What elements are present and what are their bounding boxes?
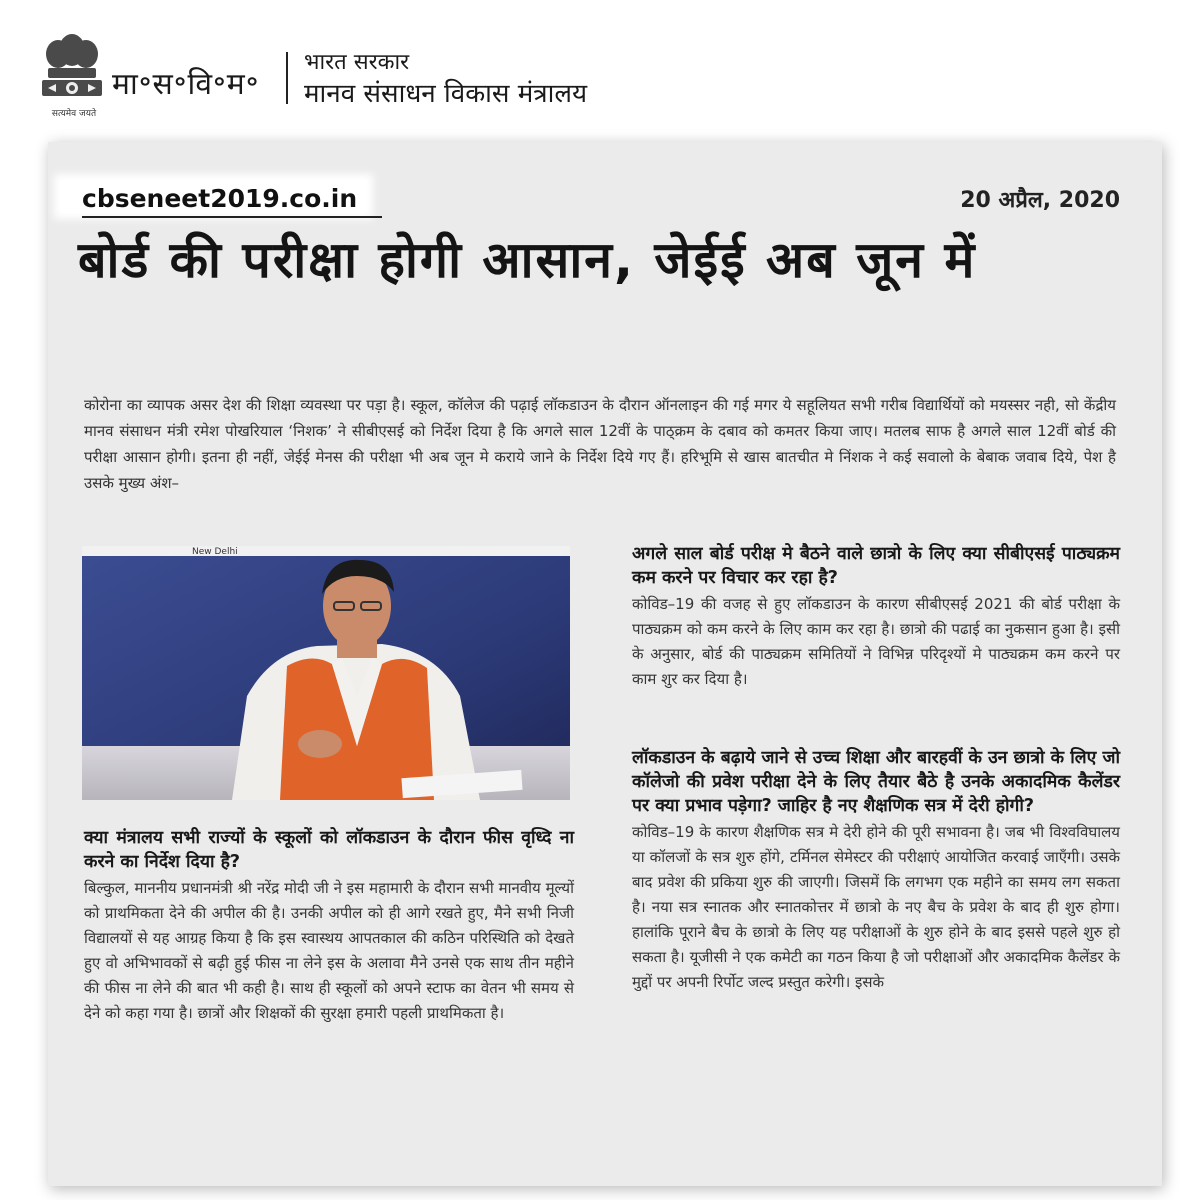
photo-banner-text: New Delhi [192, 547, 238, 557]
website-watermark: cbseneet2019.co.in [60, 180, 367, 213]
headline: बोर्ड की परीक्षा होगी आसान, जेईई अब जून में [78, 231, 977, 289]
header-divider [286, 52, 288, 104]
publish-date: 20 अप्रैल, 2020 [960, 188, 1120, 213]
question-fees: क्या मंत्रालय सभी राज्यों के स्कूलों को लॉकडाउन के दौरान फीस वृध्दि ना करने का निर्देश दिया है? [84, 828, 574, 872]
emblem-motto: सत्यमेव जयते [51, 109, 97, 119]
question-academic-calendar: लॉकडाउन के बढ़ाये जाने से उच्च शिक्षा और बारहवीं के उन छात्रो के लिए जो कॉलेजो की प्रवेश परीक्षा देने के लिए तैयार बैठे है उनके अकादमिक कैलेंडर पर क्या प्रभाव पड़ेगा? जाहिर है नए शैक्षणिक सत्र में देरी होगी? [632, 748, 1120, 816]
government-label: भारत सरकार [304, 50, 410, 75]
answer-academic-calendar: कोविड–19 के कारण शैक्षणिक सत्र मे देरी होने की पूरी सभावना है। जब भी विश्वविघालय या कॉलजों के सत्र शुरु होंगे, टर्मिनल सेमेस्टर की परीक्षाएं आयोजित करवाई जाएँगी। उसके बाद प्रवेश की प्रकिया शुरु की जाएगी। जिसमें कि लगभग एक महीने का समय लग सकता है। नया सत्र स्नातक और स्नातकोत्तर में छात्रो के नए बैच के प्रवेश के बाद ही शुरु होगा। हालांकि पूराने बैच के छात्रो के लिए यह परीक्षाओं के शुरु होने के बाद इससे पहले शुरु हो सकता है। यूजीसी ने एक कमेटी का गठन किया है जो परीक्षाओं और अकादमिक कैलेंडर के मुद्दों पर अपनी रिर्पोट जल्द प्रस्तुत करेगी। इसके [632, 823, 1120, 991]
minister-photo [82, 546, 570, 800]
intro-paragraph: कोरोना का व्यापक असर देश की शिक्षा व्यवस्था पर पड़ा है। स्कूल, कॉलेज की पढ़ाई लॉकडाउन के दौरान ऑनलाइन की गई मगर ये सहूलियत सभी गरीब विद्यार्थियों को मयस्सर नही, सो केंद्रीय मानव संसाधन मंत्री रमेश पोखरियाल ‘निशक’ ने सीबीएसई को निर्देश दिया है कि अगले साल 12वीं के पाठ्क्रम के दबाव को कमतर किया जाए। मतलब साफ है अगले साल 12वीं बोर्ड की परीक्षा आसान होगी। इतना ही नहीं, जेईई मेनस की परीक्षा भी अब जून मे कराये जाने के निर्देश दिये गए हैं। हरिभूमि से खास बातचीत मे निंशक ने कई सवालो के बेबाक जवाब दिये, पेश है उसके मुख्य अंश– [84, 396, 1116, 492]
watermark-underline [82, 216, 382, 218]
question-syllabus: अगले साल बोर्ड परीक्ष मे बैठने वाले छात्रो के लिए क्या सीबीएसई पाठ्यक्रम कम करने पर विचार कर रहा है? [632, 544, 1120, 588]
answer-fees: बिल्कुल, माननीय प्रधानमंत्री श्री नरेंद्र मोदी जी ने इस महामारी के दौरान सभी मानवीय मूल्यों को प्राथमिकता देने की अपील की है। उनकी अपील को ही आगे रखते हुए, मैने सभी निजी विद्यालयों से यह आग्रह किया है कि इस स्वास्थय आपतकाल की कठिन परिस्थिति को देखते हुए वो अभिभावकों से बढ़ी हुई फीस ना लेने इस के अलावा मैने उनसे एक साथ तीन महीने की फीस ना लेने की बात भी कही है। साथ ही स्कूलों को अपने स्टाफ का वेतन भी समय से देने को कहा गया है। छात्रों और शिक्षकों की सुरक्षा हमारी पहली प्राथमिकता है। [84, 879, 574, 1022]
answer-syllabus: कोविड–19 की वजह से हुए लॉकडाउन के कारण सीबीएसई 2021 की बोर्ड परीक्षा के पाठ्यक्रम को कम करने के लिए काम कर रहा है। छात्रो की पढाई का नुकसान हुआ है। इसी के अनुसार, बोर्ड की पाठ्यक्रम समितियों ने विभिन्न परिदृश्यों मे पाठ्यक्रम कम करने पर काम शुर कर दिया है। [632, 595, 1120, 688]
ministry-abbreviation: मा॰स॰वि॰म॰ [112, 67, 260, 102]
left-qa-block [84, 826, 574, 1026]
ministry-name: मानव संसाधन विकास मंत्रालय [304, 79, 588, 109]
right-qa-block-2 [632, 746, 1120, 995]
right-qa-block-1 [632, 542, 1120, 692]
